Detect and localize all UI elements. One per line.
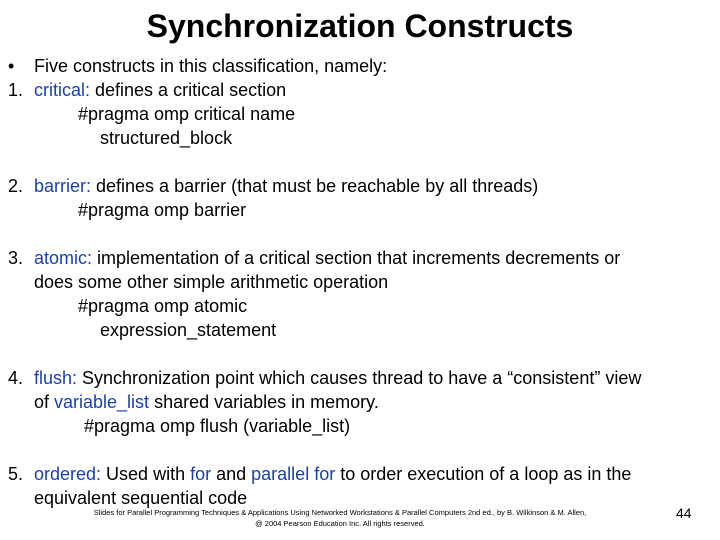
item-description: Synchronization point which causes thread to have a “consistent” view — [77, 368, 642, 388]
intro-text: Five constructs in this classification, namely: — [34, 56, 388, 76]
code-line: expression_statement — [100, 320, 277, 340]
item-number: 4. — [8, 368, 24, 388]
item-flush — [34, 366, 641, 390]
item-number: 3. — [8, 248, 24, 268]
code-line: #pragma omp critical name — [78, 104, 296, 124]
item-number: 5. — [8, 464, 24, 484]
keyword: atomic: — [34, 248, 93, 268]
item-description: defines a barrier (that must be reachable by all threads) — [91, 176, 539, 196]
footer-line: Slides for Parallel Programming Techniques & Applications Using Networked Workstations & Parallel Computers 2nd ed., by B. Wilkinson & M. Allen, — [93, 508, 587, 517]
item-atomic — [34, 246, 620, 270]
item-description-cont — [34, 390, 379, 414]
keyword-parallel-for: parallel for — [251, 464, 336, 484]
footer-credit — [20, 507, 660, 529]
item-ordered — [34, 462, 631, 486]
keyword: critical: — [34, 80, 91, 100]
item-description: defines a critical section — [90, 80, 287, 100]
code-line: #pragma omp flush (variable_list) — [84, 416, 351, 436]
keyword: ordered: — [34, 464, 102, 484]
item-description: implementation of a critical section that increments decrements or — [92, 248, 621, 268]
footer-line: @ 2004 Pearson Education Inc. All rights reserved. — [255, 519, 425, 528]
item-critical — [34, 78, 286, 102]
keyword: flush: — [34, 368, 78, 388]
slide-title: Synchronization Constructs — [146, 8, 574, 44]
desc-prefix: of — [34, 392, 55, 412]
code-line: structured_block — [100, 128, 233, 148]
item-description-cont: does some other simple arithmetic operation — [34, 272, 389, 292]
item-number: 2. — [8, 176, 24, 196]
keyword-variable-list: variable_list — [54, 392, 150, 412]
item-barrier — [34, 174, 538, 198]
desc-suffix: shared variables in memory. — [149, 392, 379, 412]
page-number: 44 — [676, 505, 692, 521]
keyword: barrier: — [34, 176, 92, 196]
desc-part: and — [211, 464, 252, 484]
code-line: #pragma omp barrier — [78, 200, 247, 220]
code-line: #pragma omp atomic — [78, 296, 248, 316]
desc-part: Used with — [101, 464, 191, 484]
bullet-marker: • — [8, 56, 15, 76]
item-number: 1. — [8, 80, 24, 100]
keyword-for: for — [190, 464, 212, 484]
desc-part: to order execution of a loop as in the — [335, 464, 632, 484]
item-description-cont: equivalent sequential code — [34, 488, 248, 508]
